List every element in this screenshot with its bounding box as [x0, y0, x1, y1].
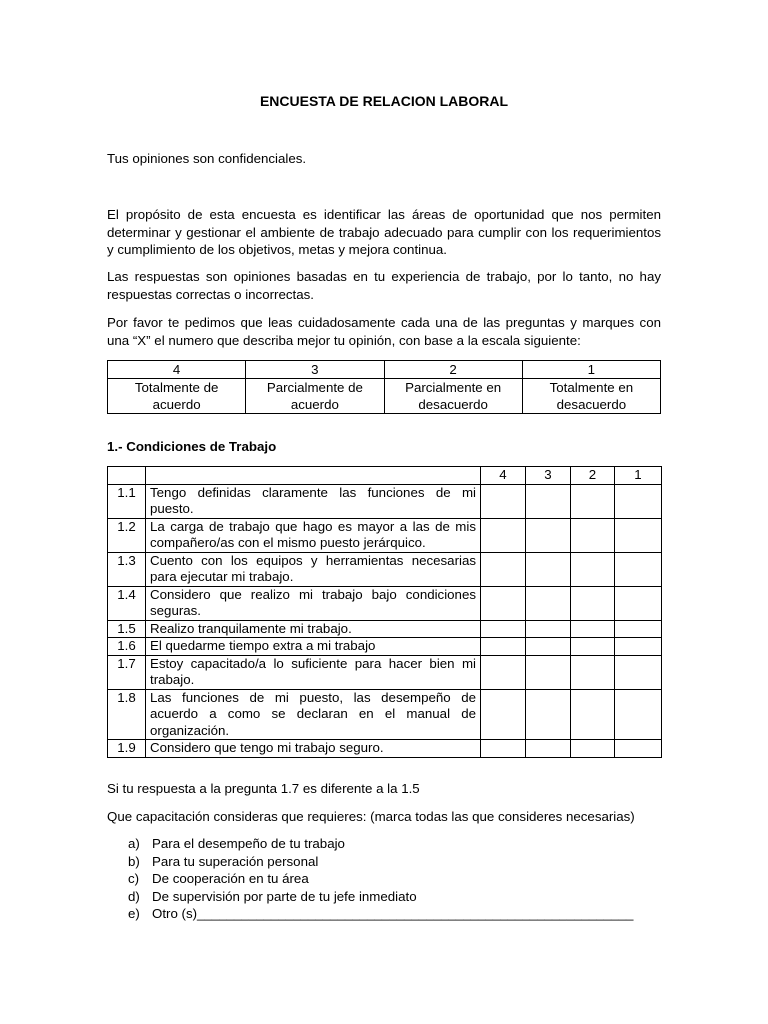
answer-cell[interactable] — [481, 655, 526, 689]
answer-cell[interactable] — [615, 552, 662, 586]
column-header: 4 — [481, 467, 526, 485]
option-text: Otro (s)___________________________________________________________ — [152, 906, 634, 921]
answer-cell[interactable] — [481, 689, 526, 740]
answer-cell[interactable] — [481, 638, 526, 656]
table-row — [108, 655, 662, 689]
option-text: De cooperación en tu área — [152, 871, 309, 886]
question-number: 1.4 — [108, 586, 146, 620]
confidential-note: Tus opiniones son confidenciales. — [107, 151, 307, 166]
answers-paragraph: Las respuestas son opiniones basadas en tu experiencia de trabajo, por lo tanto, no hay respuestas correctas o incorrectas. — [107, 269, 661, 302]
table-row — [108, 638, 662, 656]
option-letter: b) — [128, 853, 140, 869]
answer-cell[interactable] — [526, 518, 571, 552]
answer-cell[interactable] — [481, 586, 526, 620]
section-heading: 1.- Condiciones de Trabajo — [107, 439, 277, 454]
empty-header-cell — [146, 467, 481, 485]
answer-cell[interactable] — [615, 740, 662, 758]
answer-cell[interactable] — [615, 638, 662, 656]
option-letter: e) — [128, 906, 140, 921]
answer-cell[interactable] — [615, 518, 662, 552]
question-number: 1.3 — [108, 552, 146, 586]
scale-number: 1 — [522, 361, 660, 379]
table-row — [108, 552, 662, 586]
scale-label: Parcialmente en desacuerdo — [384, 379, 522, 414]
answer-cell[interactable] — [571, 689, 615, 740]
answer-cell[interactable] — [571, 552, 615, 586]
option-letter: c) — [128, 871, 140, 886]
list-item — [128, 870, 633, 888]
column-header: 3 — [526, 467, 571, 485]
answer-cell[interactable] — [526, 484, 571, 518]
column-header: 1 — [615, 467, 662, 485]
scale-number: 4 — [108, 361, 246, 379]
table-row — [108, 586, 662, 620]
purpose-paragraph: El propósito de esta encuesta es identificar las áreas de oportunidad que nos permiten determinar y gestionar el ambiente de trabajo adecuado para cumplir con los requerimientos y cumplimiento de los objetivos, metas y mejora continua. — [107, 207, 661, 257]
scale-label: Totalmente de acuerdo — [108, 379, 246, 414]
answer-cell[interactable] — [481, 620, 526, 638]
question-number: 1.2 — [108, 518, 146, 552]
answer-cell[interactable] — [526, 552, 571, 586]
column-header: 2 — [571, 467, 615, 485]
table-row — [108, 689, 662, 740]
option-text: Para tu superación personal — [152, 853, 319, 869]
table-row — [108, 620, 662, 638]
answer-cell[interactable] — [526, 586, 571, 620]
answer-cell[interactable] — [615, 586, 662, 620]
answer-cell[interactable] — [481, 518, 526, 552]
scale-number-row — [108, 361, 661, 379]
question-text: El quedarme tiempo extra a mi trabajo — [146, 638, 481, 656]
question-number: 1.7 — [108, 655, 146, 689]
table-row — [108, 484, 662, 518]
scale-number: 3 — [246, 361, 384, 379]
scale-label: Totalmente en desacuerdo — [522, 379, 660, 414]
instructions-paragraph: Por favor te pedimos que leas cuidadosamente cada una de las preguntas y marques con una “X” el numero que describa mejor tu opinión, con base a la escala siguiente: — [107, 315, 661, 348]
question-text: Considero que tengo mi trabajo seguro. — [146, 740, 481, 758]
training-options-list — [128, 835, 633, 923]
question-number: 1.1 — [108, 484, 146, 518]
rating-scale-table — [107, 360, 661, 414]
question-number: 1.5 — [108, 620, 146, 638]
question-text: Estoy capacitado/a lo suficiente para hacer bien mi trabajo. — [146, 655, 481, 689]
answer-cell[interactable] — [571, 484, 615, 518]
option-letter: a) — [128, 836, 140, 851]
answer-cell[interactable] — [615, 484, 662, 518]
answer-cell[interactable] — [481, 740, 526, 758]
answer-cell[interactable] — [571, 620, 615, 638]
table-row — [108, 518, 662, 552]
question-text: La carga de trabajo que hago es mayor a las de mis compañero/as con el mismo puesto jerárquico. — [146, 518, 481, 552]
answer-cell[interactable] — [571, 586, 615, 620]
option-text: De supervisión por parte de tu jefe inmediato — [152, 888, 417, 904]
question-number: 1.8 — [108, 689, 146, 740]
work-conditions-table — [107, 466, 662, 758]
answer-cell[interactable] — [481, 484, 526, 518]
scale-label-row — [108, 379, 661, 414]
option-letter: d) — [128, 888, 140, 904]
followup-text: Si tu respuesta a la pregunta 1.7 es diferente a la 1.5 — [107, 781, 420, 796]
list-item — [128, 888, 633, 906]
question-rows — [108, 484, 662, 757]
question-text: Realizo tranquilamente mi trabajo. — [146, 620, 481, 638]
scale-number: 2 — [384, 361, 522, 379]
list-item — [128, 853, 633, 871]
answer-cell[interactable] — [526, 638, 571, 656]
list-item — [128, 835, 633, 853]
option-text: Para el desempeño de tu trabajo — [152, 836, 345, 851]
answer-cell[interactable] — [526, 740, 571, 758]
answer-cell[interactable] — [615, 620, 662, 638]
list-item — [128, 905, 633, 923]
empty-header-cell — [108, 467, 146, 485]
training-question: Que capacitación consideras que requieres: (marca todas las que consideres necesarias) — [107, 809, 635, 824]
table-row — [108, 740, 662, 758]
question-text: Cuento con los equipos y herramientas necesarias para ejecutar mi trabajo. — [146, 552, 481, 586]
answer-cell[interactable] — [481, 552, 526, 586]
answer-cell[interactable] — [526, 689, 571, 740]
document-title: ENCUESTA DE RELACION LABORAL — [259, 93, 509, 109]
question-number: 1.9 — [108, 740, 146, 758]
answer-cell[interactable] — [526, 655, 571, 689]
question-text: Tengo definidas claramente las funciones de mi puesto. — [146, 484, 481, 518]
table-header-row — [108, 467, 662, 485]
answer-cell[interactable] — [615, 689, 662, 740]
question-text: Las funciones de mi puesto, las desempeño de acuerdo a como se declaran en el manual de organización. — [146, 689, 481, 740]
answer-cell[interactable] — [571, 638, 615, 656]
question-number: 1.6 — [108, 638, 146, 656]
scale-label: Parcialmente de acuerdo — [246, 379, 384, 414]
answer-cell[interactable] — [571, 655, 615, 689]
answer-cell[interactable] — [571, 740, 615, 758]
answer-cell[interactable] — [571, 518, 615, 552]
answer-cell[interactable] — [615, 655, 662, 689]
question-text: Considero que realizo mi trabajo bajo condiciones seguras. — [146, 586, 481, 620]
answer-cell[interactable] — [526, 620, 571, 638]
